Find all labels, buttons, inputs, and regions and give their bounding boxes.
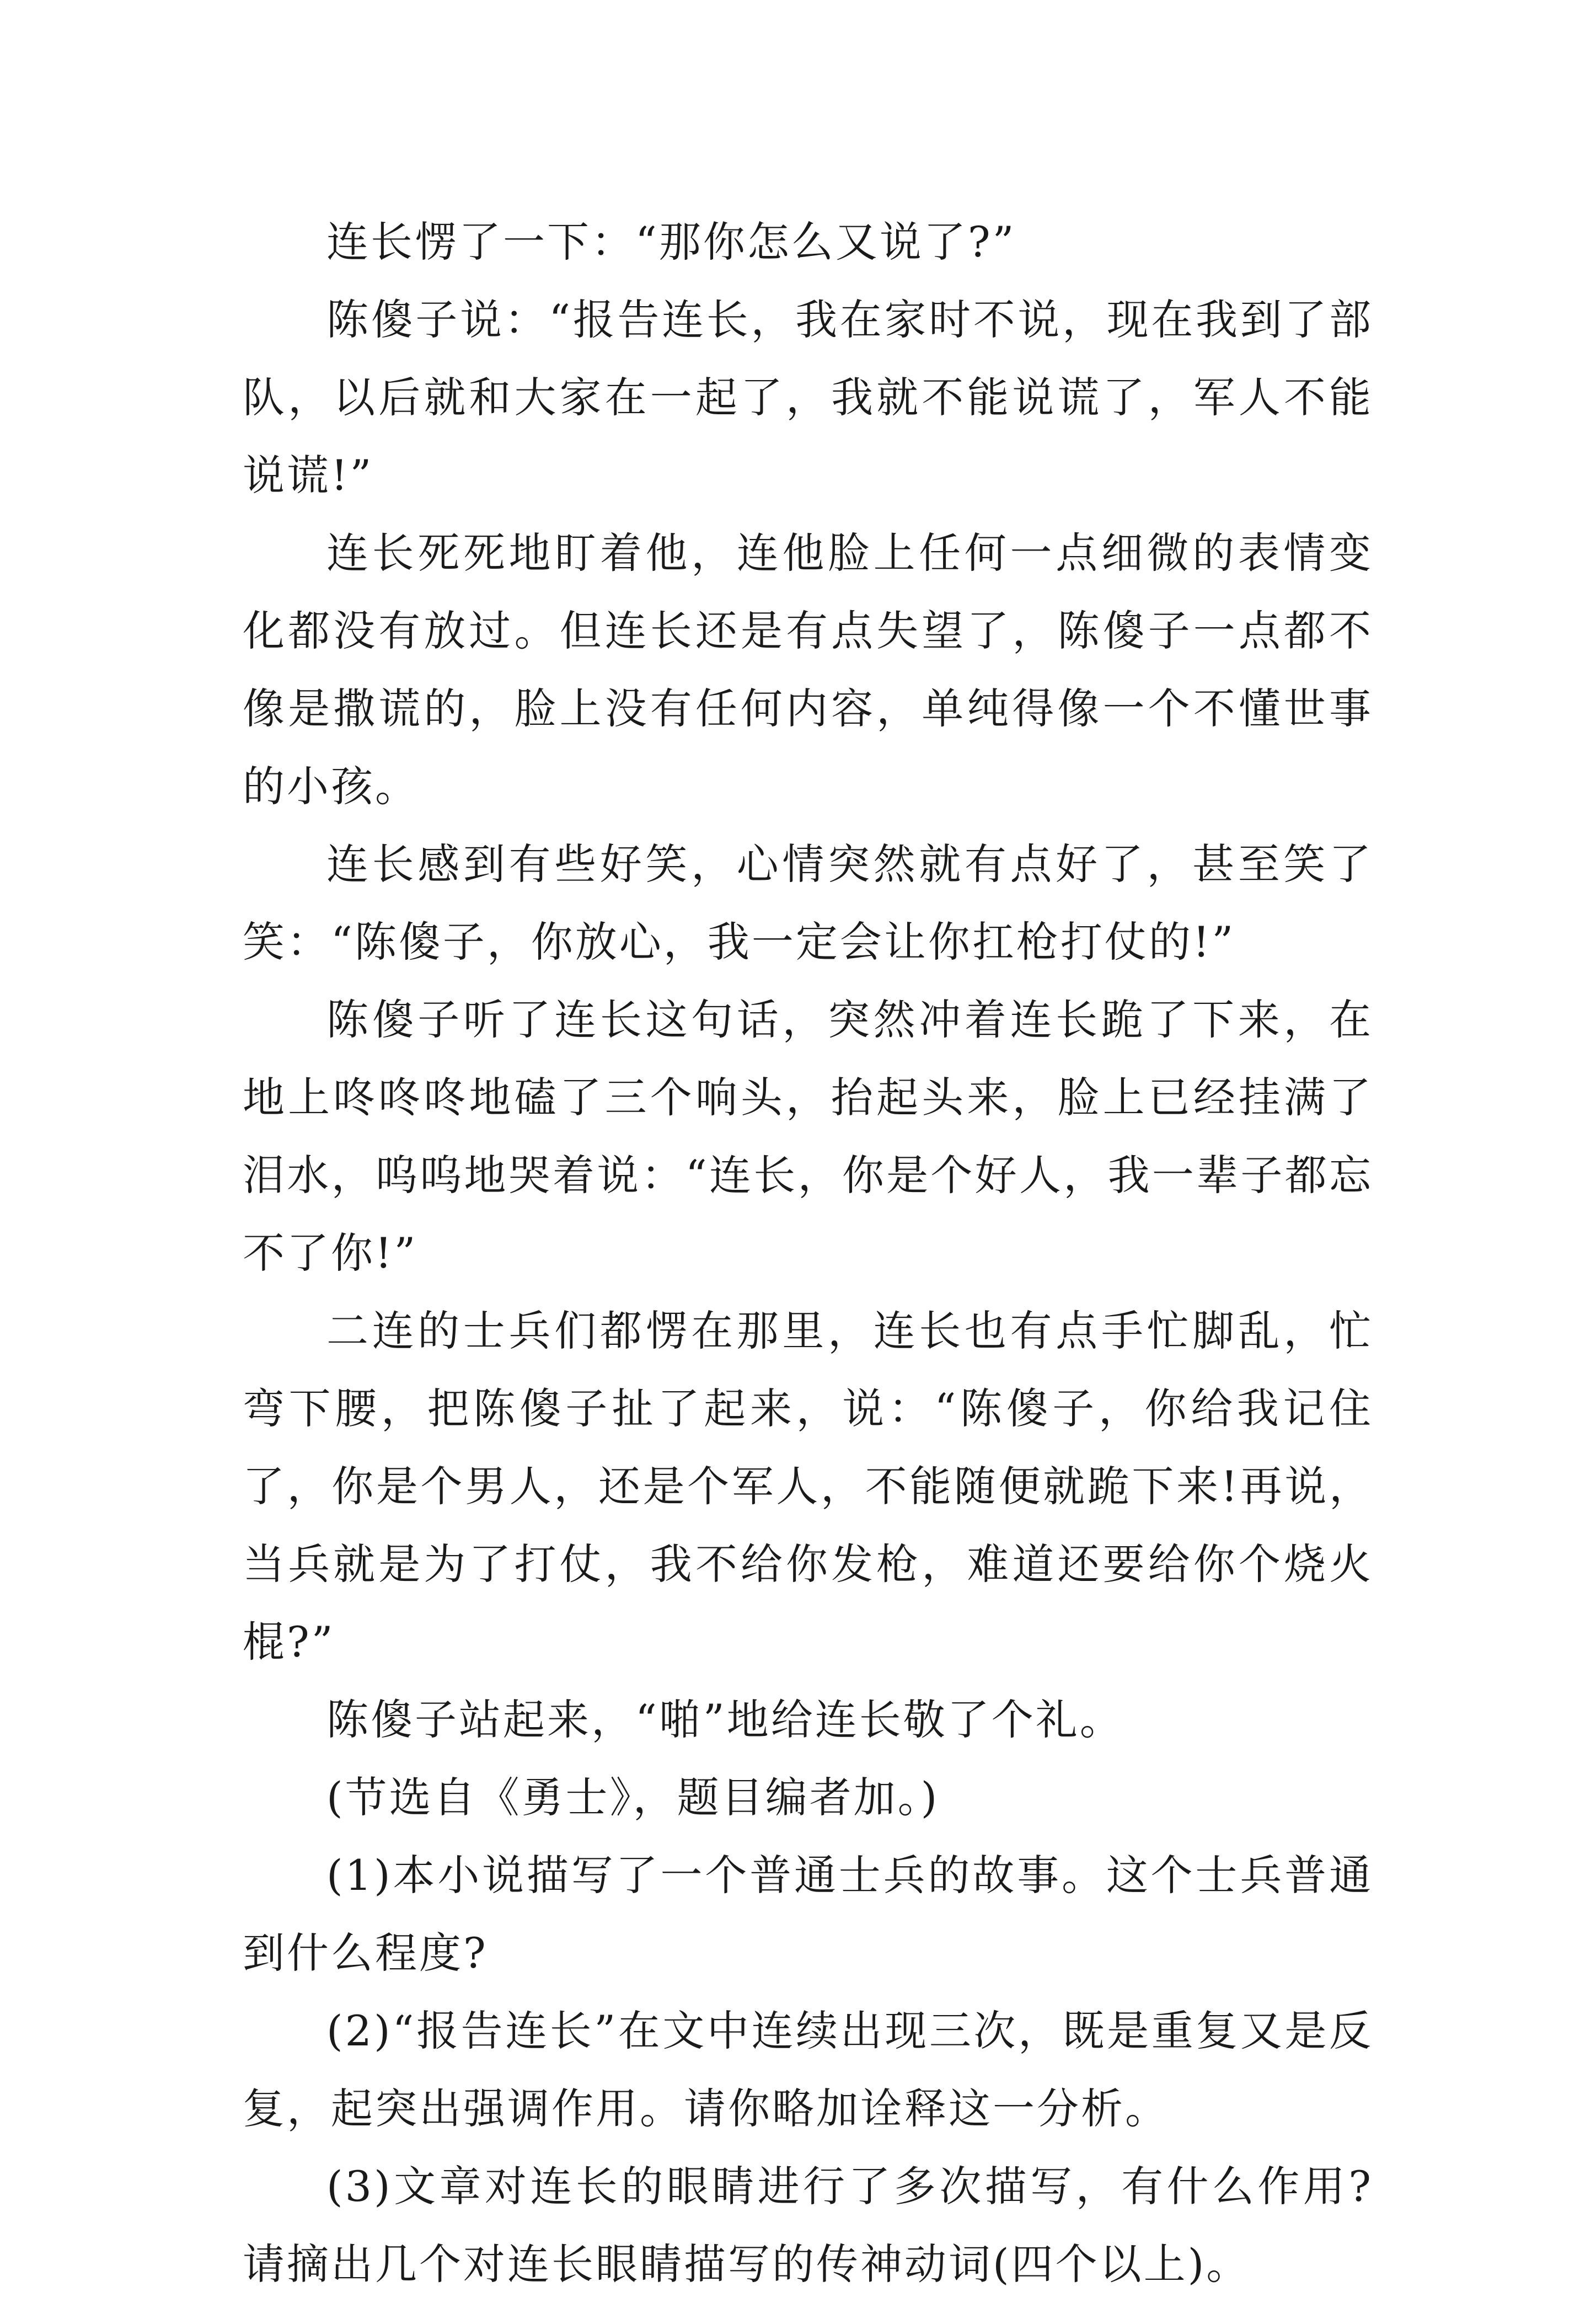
paragraph: 连长愣了一下：“那你怎么又说了?” — [326, 217, 1016, 266]
paragraph: 陈傻子说：“报告连长，我在家时不说，现在我到了部队，以后就和大家在一起了，我就不能说谎了，军人不能说谎!” — [243, 295, 1373, 500]
paragraph: 连长感到有些好笑，心情突然就有点好了，甚至笑了笑：“陈傻子，你放心，我一定会让你扛枪打仗的!” — [243, 840, 1373, 966]
question-3: (3)文章对连长的眼睛进行了多次描写，有什么作用?请摘出几个对连长眼睛描写的传神动词(四个以上)。 — [243, 2162, 1373, 2289]
question-2: (2)“报告连长”在文中连续出现三次，既是重复又是反复，起突出强调作用。请你略加诠释这一分析。 — [243, 2006, 1373, 2133]
paragraph: 连长死死地盯着他，连他脸上任何一点细微的表情变化都没有放过。但连长还是有点失望了，陈傻子一点都不像是撒谎的，脸上没有任何内容，单纯得像一个不懂世事的小孩。 — [243, 528, 1373, 811]
paragraph: 陈傻子站起来，“啪”地给连长敬了个礼。 — [326, 1695, 1124, 1744]
question-1: (1)本小说描写了一个普通士兵的故事。这个士兵普通到什么程度? — [243, 1851, 1373, 1978]
article-body — [243, 203, 1373, 2303]
paragraph: 陈傻子听了连长这句话，突然冲着连长跪了下来，在地上咚咚咚地磕了三个响头，抬起头来，脸上已经挂满了泪水，呜呜地哭着说：“连长，你是个好人，我一辈子都忘不了你!” — [243, 995, 1373, 1278]
source-note: (节选自《勇士》，题目编者加。) — [326, 1773, 940, 1822]
paragraph: 二连的士兵们都愣在那里，连长也有点手忙脚乱，忙弯下腰，把陈傻子扯了起来，说：“陈傻子，你给我记住了，你是个男人，还是个军人，不能随便就跪下来!再说，当兵就是为了打仗，我不给你发枪，难道还要给你个烧火棍?” — [243, 1306, 1373, 1666]
